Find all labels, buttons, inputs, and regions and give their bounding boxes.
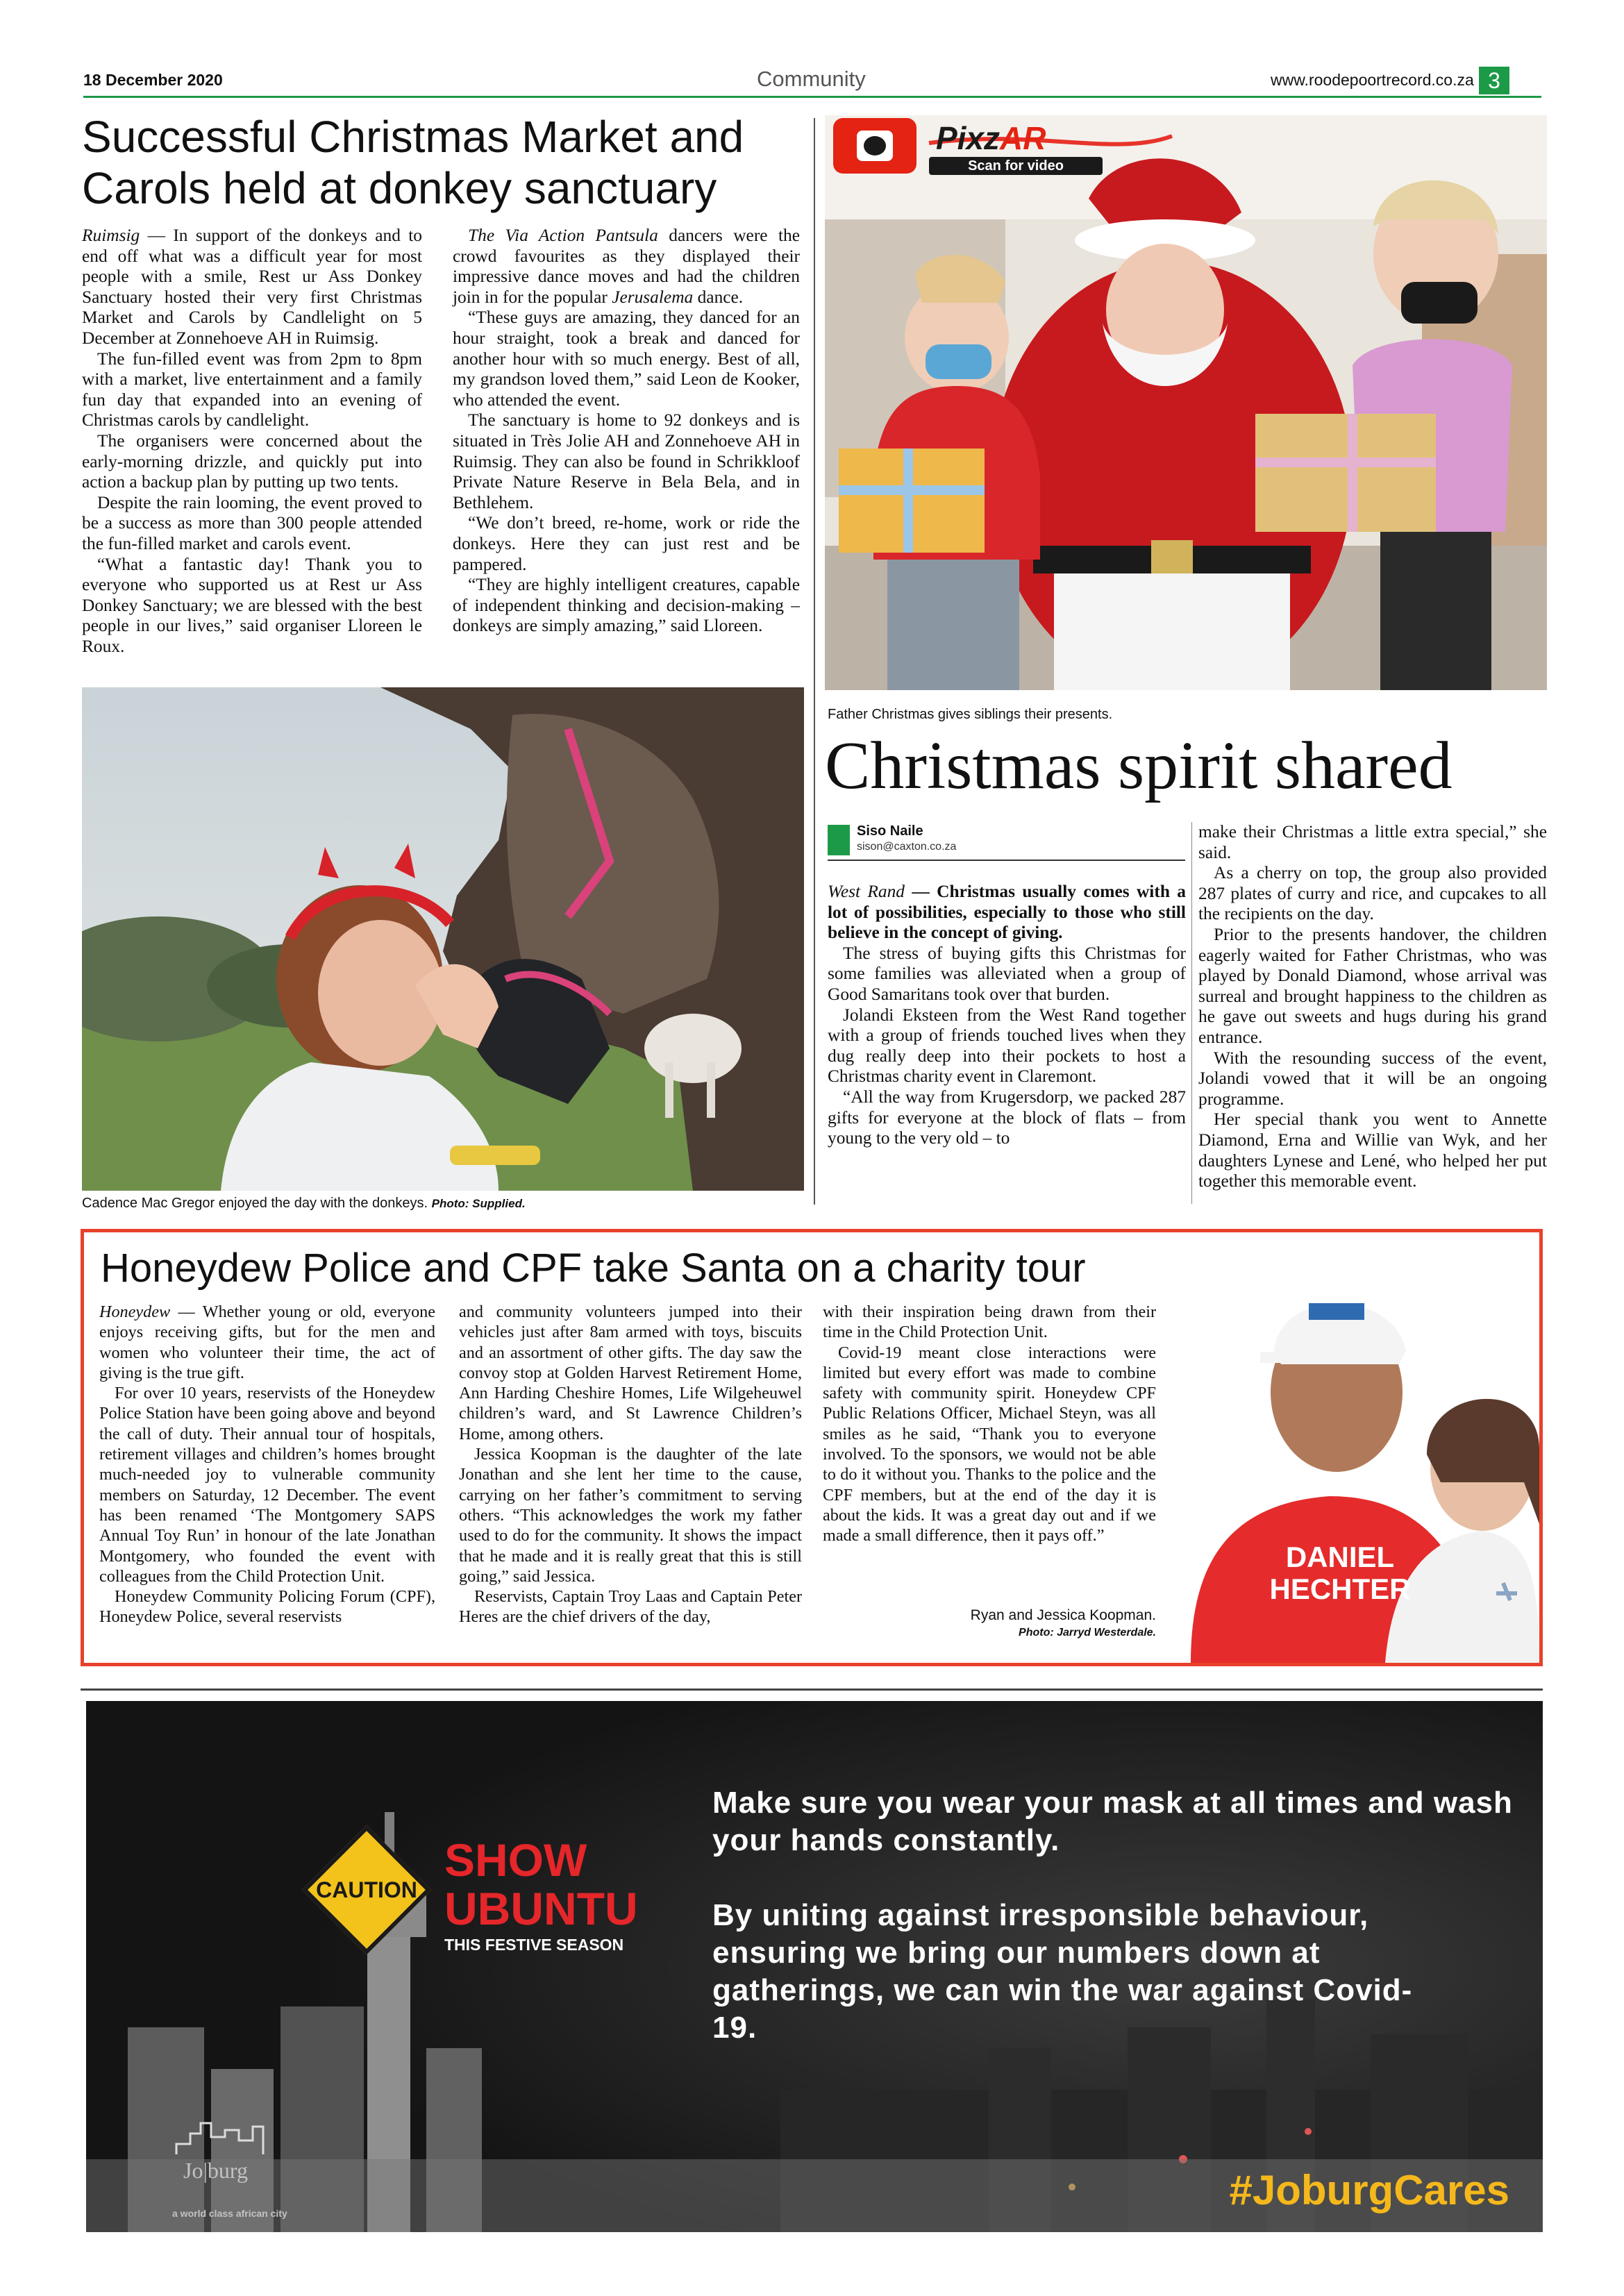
headline-line: UBUNTU [444,1883,638,1934]
koopman-photo [1177,1232,1539,1663]
paragraph: make their Christmas a little extra special,” she said. [1198,822,1547,862]
shirt-line: HECHTER [1269,1573,1411,1605]
article3-col2 [459,1302,802,1627]
ad-message-2: By uniting against irresponsible behaviour, ensuring we bring our numbers down at gatherings, we can win the war against Covid-19. [712,1898,1413,2045]
column-divider [814,118,815,1205]
article2-col1 [828,882,1186,1149]
paragraph: Despite the rain looming, the event proved to be a success as more than 300 people attended the fun-filled market and carols event. [82,492,422,553]
paragraph: With the resounding success of the event, Jolandi vowed that it will be an ongoing programme. [1198,1048,1547,1109]
paragraph: Prior to the presents handover, the children eagerly waited for Father Christmas, who was played by Donald Diamond, whose arrival was surreal and brought happiness to the children as he gave out sweets and hugs during his grand entrance. [1198,924,1547,1047]
article1-col2 [453,226,800,637]
santa-photo-illustration [825,115,1547,690]
dateline: West Rand [828,882,905,901]
paragraph: Covid-19 meant close interactions were limited but every effort was made to combine safety with community spirit. Honeydew CPF Public Relations Officer, Michael Steyn, was all smiles as he said, “Thank you to everyone involved. To the sponsors, we would not be able to do it without you. Thanks to the police and the CPF members, but at the end of the day it is about the kids. It was a great day out and if we made a small difference, then it pays off.” [823,1343,1156,1545]
byline-rule [828,860,1185,861]
santa-photo-caption: Father Christmas gives siblings their presents. [828,707,1113,722]
caption-text: Cadence Mac Gregor enjoyed the day with the donkeys. [82,1196,428,1211]
website-link[interactable]: www.roodepoortrecord.co.za [1271,71,1474,89]
donkey-photo [82,687,804,1191]
ad-hashtag[interactable]: #JoburgCares [1229,2167,1509,2213]
section-name: Community [757,67,866,91]
byline [828,822,1189,862]
article2-col2 [1198,822,1547,1192]
paragraph: The organisers were concerned about the early-morning drizzle, and quickly put into action a backup plan by putting up two tents. [82,430,422,492]
paragraph: Jessica Koopman is the daughter of the late Jonathan and she lent her time to the cause, carrying on her father’s commitment to serving others. “This acknowledges the work my father used to do for the community. It shows the impact that he made and it is really great that this is still going,” said Jessica. [459,1445,802,1586]
byline-marker [828,825,850,855]
joburg-tagline: a world class african city [172,2208,287,2219]
caution-label: CAUTION [316,1877,417,1902]
caution-sign [303,1826,430,1954]
article2-col-divider [1191,822,1192,1204]
lead-paragraph: West Rand — Christmas usually comes with a lot of possibilities, especially to those who still believe in the concept of giving. [828,882,1187,943]
paragraph: Ruimsig — In support of the donkeys and to end off what was a difficult year for most people with a smile, Rest ur Ass Donkey Sanctuary hosted their very first Christmas Market and Carols by Candlelight on 5 December at Zonnehoeve AH in Ruimsig. [82,226,422,348]
pixzar-badge[interactable] [833,118,1104,178]
issue-date: 18 December 2020 [83,71,223,89]
paragraph: The Via Action Pantsula dancers were the crowd favourites as they displayed their impressive dance moves and had the children join in for the popular Jerusalema dance. [453,226,800,307]
article3-col3 [823,1302,1156,1546]
paragraph: and community volunteers jumped into their vehicles just after 8am armed with toys, biscuits and an assortment of other gifts. The day saw the convoy stop at Golden Harvest Retirement Home, Ann Harding Cheshire Homes, Life Wilgeheuwel children’s ward, and St Lawrence Children’s Home, among others. [459,1302,802,1443]
dateline: Ruimsig [82,226,140,245]
shirt-line: DANIEL [1285,1541,1395,1573]
article1-headline [82,111,804,214]
joburg-advert[interactable] [86,1701,1543,2232]
camera-icon [833,118,916,174]
paragraph: Honeydew — Whether young or old, everyone enjoys receiving gifts, but for the men and women who volunteer their time, the act of giving is the true gift. [99,1302,435,1382]
article1-col1 [82,226,422,657]
paragraph: “All the way from Krugersdorp, we packed 287 gifts for everyone at the block of flats – from young to the very old – to [828,1087,1186,1148]
article3-photo-caption [823,1607,1156,1639]
ad-message-1: Make sure you wear your mask at all times and wash your hands constantly. [712,1786,1513,1857]
headline-line: Carols held at donkey sanctuary [82,163,717,213]
article2-headline: Christmas spirit shared [825,728,1453,803]
paragraph: As a cherry on top, the group also provided 287 plates of curry and rice, and cupcakes to all the recipients on the day. [1198,863,1547,924]
photo-credit: Photo: Jarryd Westerdale. [1019,1627,1156,1639]
ad-divider [81,1689,1543,1691]
paragraph: For over 10 years, reservists of the Honeydew Police Station have been going above and beyond the call of duty. Their annual tour of hospitals, retirement villages and children’s homes brought much-needed joy to vulnerable community members on Saturday, 12 December. The event has been renamed ‘The Montgomery SAPS Annual Toy Run’ in honour of the late Jonathan Montgomery, who founded the event with colleagues from the Child Protection Unit. [99,1384,435,1586]
santa-photo [825,115,1547,690]
article3-box [81,1229,1543,1666]
paragraph: with their inspiration being drawn from their time in the Child Protection Unit. [823,1302,1156,1342]
paragraph: “What a fantastic day! Thank you to everyone who supported us at Rest ur Ass Donkey Sanctuary; we are blessed with the best people in our lives,” said organiser Lloreen le Roux. [82,554,422,656]
paragraph: “We don’t breed, re-home, work or ride the donkeys. Here they can just rest and be pampered. [453,513,800,574]
headline-line: Successful Christmas Market and [82,112,744,162]
paragraph: The stress of buying gifts this Christmas for some families was alleviated when a group of Good Samaritans took over that burden. [828,943,1186,1004]
paragraph: Reservists, Captain Troy Laas and Captain Peter Heres are the chief drivers of the day, [459,1587,802,1627]
article3-col1 [99,1302,435,1627]
scan-label: Scan for video [929,157,1103,175]
paragraph: Honeydew Community Policing Forum (CPF), Honeydew Police, several reservists [99,1587,435,1627]
photo-credit: Photo: Supplied. [431,1197,526,1210]
paragraph: “These guys are amazing, they danced for an hour straight, took a break and danced for another hour with so much energy. Best of all, my grandson loved them,” said Leon de Kooker, who attended the event. [453,308,800,410]
byline-name: Siso Naile [857,823,923,839]
paragraph: Jolandi Eksteen from the West Rand together with a group of friends touched lives when they dug really deep into their pockets to host a Christmas charity event in Claremont. [828,1005,1186,1087]
donkey-photo-illustration [82,687,804,1191]
article3-headline: Honeydew Police and CPF take Santa on a charity tour [101,1246,1086,1291]
page-number: 3 [1479,67,1509,94]
donkey-photo-caption [82,1196,804,1212]
paragraph: The sanctuary is home to 92 donkeys and is situated in Très Jolie AH and Zonnehoeve AH in Ruimsig. They can also be found in Schrikkloof Private Nature Reserve in Bela Bela, and in Bethlehem. [453,410,800,512]
headline-line: SHOW [444,1834,587,1886]
paragraph: Her special thank you went to Annette Diamond, Erna and Willie van Wyk, and her daughters Lynese and Lené, who helped her put together this memorable event. [1198,1109,1547,1191]
ad-headline [444,1836,673,1954]
page-header [83,67,1541,97]
headline-subline: THIS FESTIVE SEASON [444,1936,624,1954]
paragraph: “They are highly intelligent creatures, capable of independent thinking and decision-making – donkeys are simply amazing,” said Lloreen. [453,575,800,636]
caption-text: Ryan and Jessica Koopman. [970,1607,1156,1623]
logo-text: Jo|burg [183,2158,248,2183]
dateline: Honeydew [99,1302,171,1321]
skyline-logo-icon [169,2116,287,2158]
shirt-text [1260,1541,1420,1605]
header-rule [83,96,1541,98]
pixzar-logo: PixzAR [936,120,1046,156]
byline-email[interactable]: sison@caxton.co.za [857,841,957,853]
paragraph: The fun-filled event was from 2pm to 8pm with a market, live entertainment and a family fun day that expanded into an evening of Christmas carols by candlelight. [82,349,422,430]
